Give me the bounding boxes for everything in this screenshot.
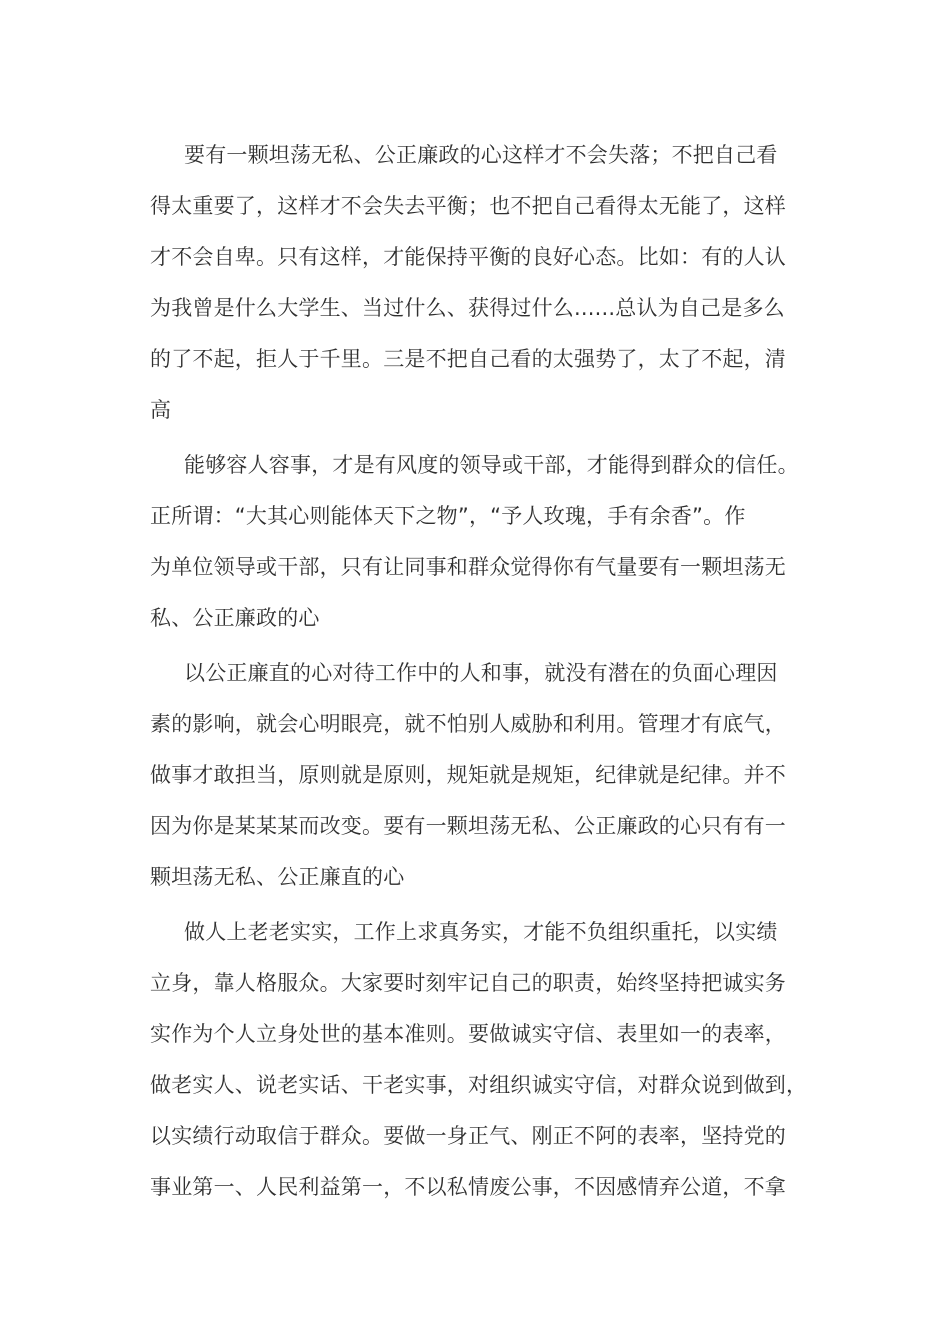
text-line: 要有一颗坦荡无私、公正廉政的心这样才不会失落；不把自己看 — [184, 143, 778, 167]
text-line: 做事才敢担当，原则就是原则，规矩就是规矩，纪律就是纪律。并不 — [150, 763, 786, 787]
text-line: 以公正廉直的心对待工作中的人和事，就没有潜在的负面心理因 — [184, 661, 778, 685]
paragraph-1 — [150, 130, 810, 436]
text-line: 正所谓：“大其心则能体天下之物”，“予人玫瑰，手有余香”。作 — [150, 504, 746, 528]
document-page — [150, 130, 810, 1213]
text-line: 高 — [150, 398, 172, 422]
text-line: 素的影响，就会心明眼亮，就不怕别人威胁和利用。管理才有底气， — [150, 712, 786, 736]
text-line: 因为你是某某某而改变。要有一颗坦荡无私、公正廉政的心只有有一 — [150, 814, 786, 838]
text-line: 能够容人容事，才是有风度的领导或干部，才能得到群众的信任。 — [184, 453, 799, 477]
paragraph-2 — [150, 440, 810, 644]
text-line: 以实绩行动取信于群众。要做一身正气、刚正不阿的表率，坚持党的 — [150, 1124, 786, 1148]
text-line: 为我曾是什么大学生、当过什么、获得过什么......总认为自己是多么 — [150, 296, 785, 320]
paragraph-4 — [150, 907, 810, 1213]
text-line: 得太重要了，这样才不会失去平衡；也不把自己看得太无能了，这样 — [150, 194, 786, 218]
paragraph-3 — [150, 648, 810, 903]
text-line: 的了不起，拒人于千里。三是不把自己看的太强势了，太了不起，清 — [150, 347, 786, 371]
text-line: 颗坦荡无私、公正廉直的心 — [150, 865, 405, 889]
text-line: 私、公正廉政的心 — [150, 606, 320, 630]
text-line: 立身，靠人格服众。大家要时刻牢记自己的职责，始终坚持把诚实务 — [150, 971, 786, 995]
text-line: 才不会自卑。只有这样，才能保持平衡的良好心态。比如：有的人认 — [150, 245, 786, 269]
text-line: 为单位领导或干部，只有让同事和群众觉得你有气量要有一颗坦荡无 — [150, 555, 786, 579]
text-line: 实作为个人立身处世的基本准则。要做诚实守信、表里如一的表率， — [150, 1022, 786, 1046]
text-line: 做老实人、说老实话、干老实事，对组织诚实守信，对群众说到做到， — [150, 1073, 808, 1097]
text-line: 做人上老老实实，工作上求真务实，才能不负组织重托，以实绩 — [184, 920, 778, 944]
text-line: 事业第一、人民利益第一，不以私情废公事，不因感情弃公道，不拿 — [150, 1175, 786, 1199]
